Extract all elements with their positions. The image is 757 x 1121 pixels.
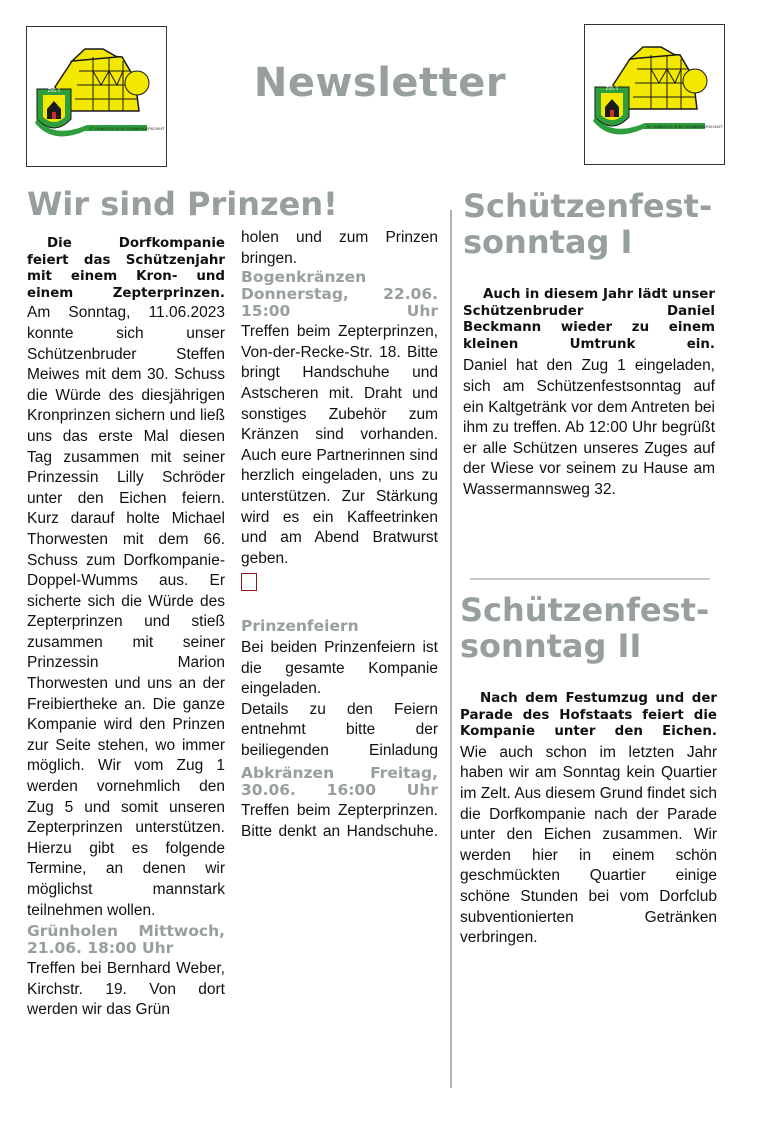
event1-heading: Grünholen Mittwoch, 21.06. 18:00 Uhr bbox=[27, 922, 225, 958]
svg-text:ST. HUBERTUS SCHÜTZENBRUDERSCH: ST. HUBERTUS SCHÜTZENBRUDERSCHAFT bbox=[89, 127, 165, 131]
event1-text-continued: holen und zum Prinzen bringen. bbox=[241, 229, 438, 267]
event2-heading: Bogenkränzen Donnerstag, 22.06. 15:00 Uhr bbox=[241, 268, 438, 321]
svg-text:ZUG 1: ZUG 1 bbox=[605, 86, 619, 91]
event1-text-part: Treffen bei Bernhard Weber, Kirchstr. 19. Von dort werden wir das Grün bbox=[27, 960, 225, 1019]
event4-text: Treffen beim Zepterprinzen. Bitte denkt an Handschuhe. bbox=[241, 802, 438, 841]
article3-lead: Nach dem Festumzug und der Parade des Hofstaats feiert die Kompanie unter den Eichen. bbox=[460, 691, 717, 740]
article1-column-2 bbox=[241, 228, 438, 843]
article2-content bbox=[463, 287, 715, 501]
article2-body: Daniel hat den Zug 1 eingeladen, sich am Schützenfestsonntag auf ein Kaltgetränk vor dem Antreten bei ihm zu treffen. Ab 12:00 Uhr begrüßt er alle Schützen unseres Zuges auf der Wiese vor seinem zu Hause am Wassermannsweg 32. bbox=[463, 357, 715, 498]
event3-text-2: Details zu den Feiern entnehmt bitte der beiliegenden Einladung bbox=[241, 700, 438, 759]
article1-body: Am Sonntag, 11.06.2023 konnte sich unser Schützenbruder Steffen Meiwes mit dem 30. Schuss die Würde des diesjährigen Kronprinzen sichern und ließ uns das erste Mal diesen Tag zusammen mit seiner Prinzessin Lilly Schröder unter den Eichen feiern. Kurz darauf holte Michael Thorwesten mit dem 66. Schuss zum Dorfkompanie-Doppel-Wumms aus. Er sicherte sich die Würde des Zepterprinzen und stieß zusammen mit seiner Prinzessin Marion Thorwesten und uns an der Freibiertheke an. Die ganze Kompanie wird den Prinzen zur Seite stehen, wo immer möglich. Wir vom Zug 1 werden vornehmlich den Zug 5 und somit unseren Zepterprinzen unterstützen. Hierzu gibt es folgende Termine, an denen wir möglichst mannstark teilnehmen wollen. bbox=[27, 304, 225, 919]
event2-text: Treffen beim Zepterprinzen, Von-der-Recke-Str. 18. Bitte bringt Handschuhe und Astscheren mit. Draht und sonstiges Zubehör zum Kränzen sind vorhanden. Auch eure Partnerinnen sind herzlich eingeladen, uns zu unterstützen. Zur Stärkung wird es ein Kaffeetrinken und am Abend Bratwurst geben. bbox=[241, 323, 438, 567]
article3-content bbox=[460, 691, 717, 949]
empty-checkbox[interactable] bbox=[241, 573, 257, 591]
logo-left bbox=[26, 26, 167, 167]
article1-heading: Wir sind Prinzen! bbox=[27, 185, 338, 223]
newsletter-title: Newsletter bbox=[253, 60, 507, 106]
event3-text-1: Bei beiden Prinzenfeiern ist die gesamte Kompanie eingeladen. bbox=[241, 638, 438, 698]
article3-body: Wie auch schon im letzten Jahr haben wir am Sonntag kein Quartier im Zelt. Aus diesem Grund findet sich die Dorfkompanie nach der Parade unter den Eichen zusammen. Wir werden hier in einem schön geschmückten Quartier einige schöne Stunden bei vom Dorfclub subventionierten Getränken verbringen. bbox=[460, 743, 717, 947]
event4-heading: Abkränzen Freitag, 30.06. 16:00 Uhr bbox=[241, 764, 438, 800]
article2-lead: Auch in diesem Jahr lädt unser Schützenbruder Daniel Beckmann wieder zu einem kleinen Umtrunk ein. bbox=[463, 287, 715, 352]
logo-right bbox=[584, 24, 725, 165]
article1-column-1 bbox=[27, 236, 225, 1021]
section-divider-horizontal bbox=[470, 578, 710, 580]
svg-text:ZUG 1: ZUG 1 bbox=[47, 88, 61, 93]
article1-lead: Die Dorfkompanie feiert das Schützenjahr mit einem Kron- und einem Zepterprinzen. bbox=[27, 236, 225, 301]
article2-heading: Schützenfest-sonntag I bbox=[463, 187, 713, 261]
column-divider-vertical bbox=[450, 210, 452, 1088]
event3-heading: Prinzenfeiern bbox=[241, 616, 359, 635]
svg-text:ST. HUBERTUS SCHÜTZENBRUDERSCH: ST. HUBERTUS SCHÜTZENBRUDERSCHAFT bbox=[647, 125, 723, 129]
article3-heading: Schützenfest-sonntag II bbox=[460, 591, 710, 665]
